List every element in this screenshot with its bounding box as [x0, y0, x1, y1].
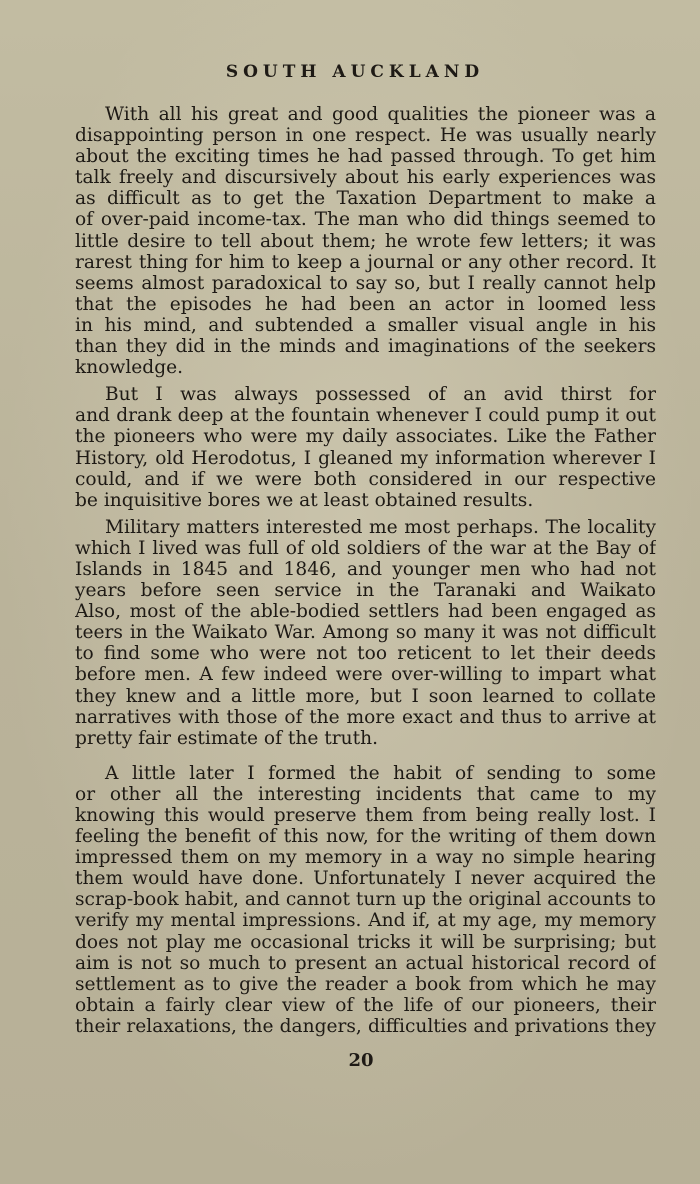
text-line: than they did in the minds and imaginations of the seekers	[75, 336, 656, 358]
text-line: and drank deep at the fountain whenever I could pump it out	[75, 405, 656, 427]
text-line: years before seen service in the Taranaki and Waikato	[75, 580, 656, 602]
text-line: settlement as to give the reader a book from which he may	[75, 973, 656, 995]
text-line: little desire to tell about them; he wrote few letters; it was	[75, 230, 656, 252]
text-line: seems almost paradoxical to say so, but I really cannot help	[75, 272, 656, 294]
text-line: knowing this would preserve them from being really lost. I	[75, 805, 656, 826]
text-line: rarest thing for him to keep a journal or any other record. It	[75, 251, 656, 273]
text-line: A little later I formed the habit of sending to some	[105, 762, 656, 784]
text-line: in his mind, and subtended a smaller visual angle in his	[75, 314, 656, 336]
paragraph-3	[75, 517, 656, 749]
text-line: With all his great and good qualities the pioneer was a	[105, 104, 656, 125]
text-line: the pioneers who were my daily associates. Like the Father	[75, 426, 656, 448]
text-line: them would have done. Unfortunately I never acquired the	[75, 868, 656, 890]
text-line: they knew and a little more, but I soon learned to collate	[75, 685, 656, 707]
text-line: impressed them on my memory in a way no simple hearing	[75, 847, 656, 869]
body-text	[75, 104, 656, 1037]
page-number: 20	[348, 1050, 374, 1071]
text-line: be inquisitive bores we at least obtained results.	[75, 489, 534, 511]
text-line: before men. A few indeed were over-willing to impart what	[75, 664, 656, 686]
text-line: disappointing person in one respect. He was usually nearly	[75, 125, 656, 147]
text-line: verify my mental impressions. And if, at my age, my memory	[75, 910, 656, 932]
text-line: aim is not so much to present an actual historical record of	[75, 952, 656, 974]
text-line: Also, most of the able-bodied settlers had been engaged as	[75, 601, 656, 623]
text-line: Military matters interested me most perhaps. The locality	[105, 516, 656, 538]
text-line: does not play me occasional tricks it will be surprising; but	[75, 931, 656, 953]
text-line: of over-paid income-tax. The man who did things seemed to	[75, 209, 656, 231]
paragraph-gap	[75, 749, 656, 763]
text-line: obtain a fairly clear view of the life of our pioneers, their	[75, 994, 656, 1016]
text-line: scrap-book habit, and cannot turn up the original accounts to	[75, 889, 656, 911]
paragraph-2	[75, 384, 656, 511]
text-line: narratives with those of the more exact and thus to arrive at	[75, 706, 656, 728]
text-line: knowledge.	[75, 357, 184, 379]
text-line: But I was always possessed of an avid thirst for	[105, 384, 656, 406]
text-line: feeling the benefit of this now, for the writing of them down	[75, 826, 656, 848]
text-line: History, old Herodotus, I gleaned my information wherever I	[75, 447, 656, 469]
text-line: which I lived was full of old soldiers of the war at the Bay of	[75, 537, 656, 559]
text-line: could, and if we were both considered in our respective	[75, 468, 656, 490]
paragraph-4	[75, 763, 656, 1037]
text-line: as difficult as to get the Taxation Department to make a	[75, 188, 656, 210]
text-line: or other all the interesting incidents that came to my	[75, 783, 656, 805]
paragraph-1	[75, 104, 656, 378]
text-line: to find some who were not too reticent to let their deeds	[75, 643, 656, 665]
running-header: SOUTH AUCKLAND	[225, 62, 485, 82]
text-line: teers in the Waikato War. Among so many it was not difficult	[75, 622, 656, 644]
text-line: that the episodes he had been an actor in loomed less	[75, 293, 656, 315]
text-line: Islands in 1845 and 1846, and younger men who had not	[75, 558, 656, 580]
text-line: their relaxations, the dangers, difficulties and privations they	[75, 1015, 656, 1037]
text-line: talk freely and discursively about his early experiences was	[75, 167, 656, 189]
text-line: pretty fair estimate of the truth.	[75, 727, 378, 749]
text-line: about the exciting times he had passed through. To get him	[75, 146, 656, 168]
